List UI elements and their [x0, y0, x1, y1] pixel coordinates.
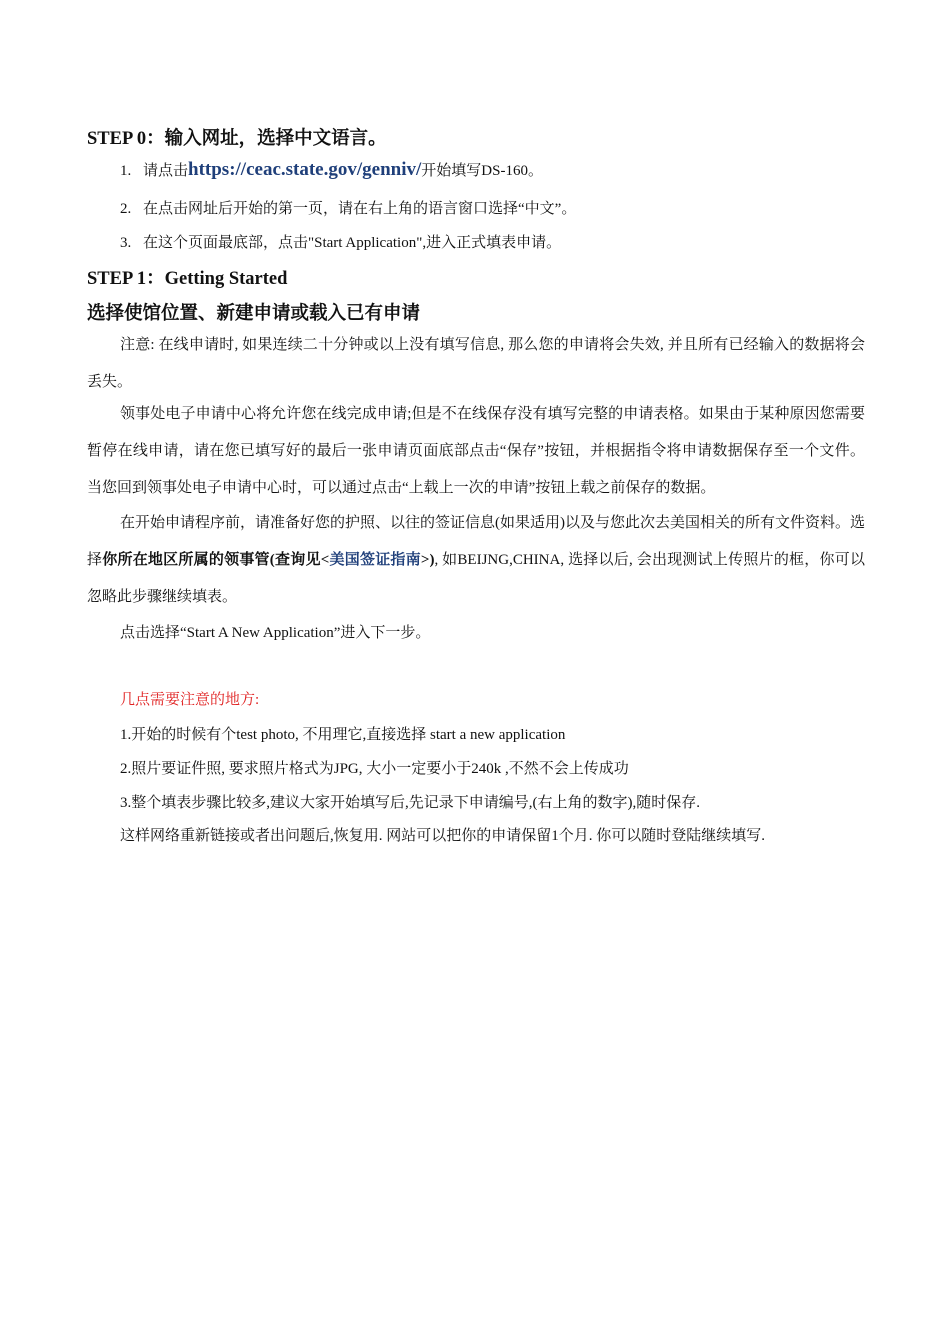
item-text: 在这个页面最底部，点击"Start Application",进入正式填表申请。 [143, 235, 562, 251]
p3-consulate-bold: 你所在地区所属的领事管(查询见< [102, 552, 330, 568]
p3-bold-end: >) [420, 552, 435, 568]
prepare-documents-paragraph [87, 505, 865, 616]
note-line-3: 3.整个填表步骤比较多,建议大家开始填写后,先记录下申请编号,(右上角的数字),随时保存. [120, 795, 700, 811]
item-number: 3. [120, 235, 132, 251]
item-suffix: 开始填写DS-160。 [421, 163, 543, 179]
step0-item-3 [120, 231, 561, 252]
note-line-1: 1.开始的时候有个test photo, 不用理它,直接选择 start a new application [120, 727, 566, 743]
note-line-4: 这样网络重新链接或者出问题后,恢复用. 网站可以把你的申请保留1个月. 你可以随时登陆继续填写. [120, 828, 766, 844]
item-number: 1. [120, 163, 132, 179]
timeout-notice-paragraph: 注意: 在线申请时, 如果连续二十分钟或以上没有填写信息, 那么您的申请将会失效, 并且所有已经输入的数据将会丢失。 [87, 337, 865, 390]
step0-item-2 [120, 197, 576, 218]
item-text: 在点击网址后开始的第一页，请在右上角的语言窗口选择“中文”。 [143, 201, 577, 217]
step1-heading: STEP 1：Getting Started [87, 269, 288, 289]
p3-text-b: , 如BEIJNG,CHINA, 选择以后, 会出现测试上传照片的框，你可以忽略此步骤继续填表。 [87, 552, 865, 605]
start-new-application-line: 点击选择“Start A New Application”进入下一步。 [120, 625, 431, 641]
item-prefix: 请点击 [143, 163, 189, 179]
note-line-2: 2.照片要证件照, 要求照片格式为JPG, 大小一定要小于240k ,不然不会上传成功 [120, 761, 629, 777]
ceac-url-link[interactable]: https://ceac.state.gov/genniv/ [188, 159, 422, 180]
item-number: 2. [120, 201, 132, 217]
notes-title: 几点需要注意的地方: [120, 692, 260, 708]
step0-heading: STEP 0：输入网址，选择中文语言。 [87, 129, 387, 149]
visa-guide-link[interactable]: 美国签证指南 [329, 552, 421, 568]
p3-text-a: 在开始申请程序前，请准备好您的护照、以往的签证信息(如果适用)以及与您此次去美国相关的所有文件资料。选择 [87, 515, 865, 568]
step1-subheading: 选择使馆位置、新建申请或载入已有申请 [87, 304, 421, 324]
save-application-paragraph: 领事处电子申请中心将允许您在线完成申请;但是不在线保存没有填写完整的申请表格。如果由于某种原因您需要暂停在线申请，请在您已填写好的最后一张申请页面底部点击“保存”按钮，并根据指令将申请数据保存至一个文件。当您回到领事处电子申请中心时，可以通过点击“上载上一次的申请”按钮上载之前保存的数据。 [87, 406, 865, 496]
step0-item-1 [120, 159, 543, 181]
